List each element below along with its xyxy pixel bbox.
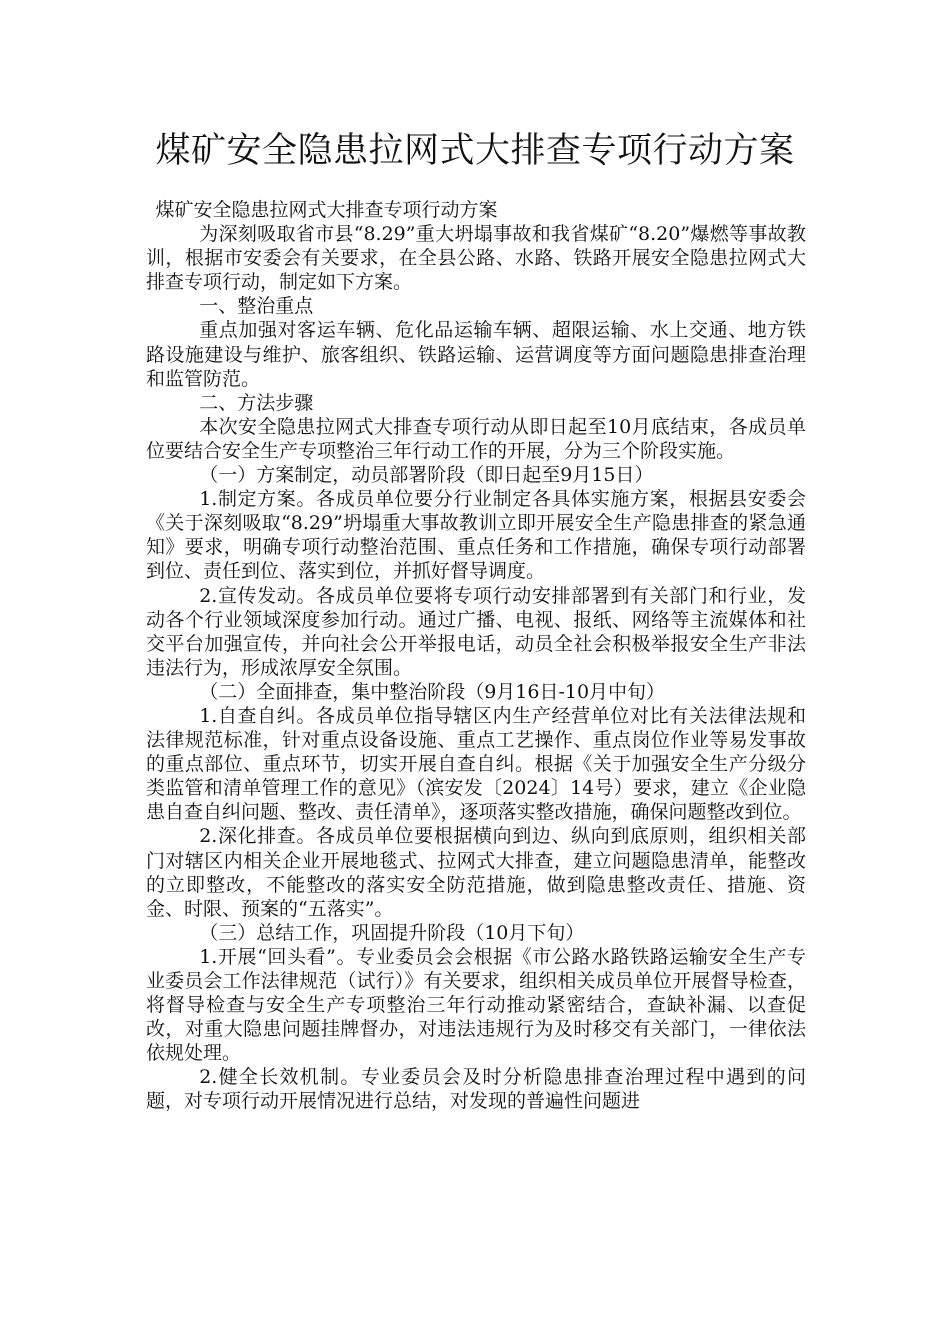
document-body — [146, 198, 806, 1114]
paragraph: 重点加强对客运车辆、危化品运输车辆、超限运输、水上交通、地方铁路设施建设与维护、旅客组织、铁路运输、运营调度等方面问题隐患排查治理和监管防范。 — [146, 319, 806, 390]
paragraph: 1.制定方案。各成员单位要分行业制定各具体实施方案，根据县安委会《关于深刻吸取“8.29”坍塌重大事故教训立即开展安全生产隐患排查的紧急通知》要求，明确专项行动整治范围、重点任务和工作措施，确保专项行动部署到位、责任到位、落实到位，并抓好督导调度。 — [146, 488, 806, 583]
subsection-heading: （一）方案制定，动员部署阶段（即日起至9月15日） — [199, 464, 654, 487]
section-heading-2: 二、方法步骤 — [199, 391, 314, 414]
paragraph: 本次安全隐患拉网式大排查专项行动从即日起至10月底结束，各成员单位要结合安全生产专项整治三年行动工作的开展，分为三个阶段实施。 — [146, 415, 806, 462]
subsection-heading: （二）全面排查，集中整治阶段（9月16日-10月中旬） — [199, 680, 666, 703]
paragraph: 2.宣传发动。各成员单位要将专项行动安排部署到有关部门和行业，发动各个行业领域深度参加行动。通过广播、电视、报纸、网络等主流媒体和社交平台加强宣传，并向社会公开举报电话，动员全社会积极举报安全生产非法违法行为，形成浓厚安全氛围。 — [146, 584, 806, 679]
subsection-heading: （三）总结工作，巩固提升阶段（10月下旬） — [199, 921, 585, 944]
document-title: 煤矿安全隐患拉网式大排查专项行动方案 — [155, 131, 795, 171]
intro-paragraph: 为深刻吸取省市县“8.29”重大坍塌事故和我省煤矿“8.20”爆燃等事故教训，根据市安委会有关要求，在全县公路、水路、铁路开展安全隐患拉网式大排查专项行动，制定如下方案。 — [146, 223, 806, 294]
section-heading-1: 一、整治重点 — [199, 295, 314, 318]
paragraph: 1.自查自纠。各成员单位指导辖区内生产经营单位对比有关法律法规和法律规范标准，针对重点设备设施、重点工艺操作、重点岗位作业等易发事故的重点部位、重点环节，切实开展自查自纠。根据《关于加强安全生产分级分类监管和清单管理工作的意见》（滨安发〔2024〕14号）要求，建立《企业隐患自查自纠问题、整改、责任清单》，逐项落实整改措施，确保问题整改到位。 — [146, 704, 806, 824]
body-heading: 煤矿安全隐患拉网式大排查专项行动方案 — [155, 199, 498, 221]
paragraph: 2.深化排查。各成员单位要根据横向到边、纵向到底原则，组织相关部门对辖区内相关企业开展地毯式、拉网式大排查，建立问题隐患清单，能整改的立即整改，不能整改的落实安全防范措施，做到隐患整改责任、措施、资金、时限、预案的“五落实”。 — [146, 825, 806, 920]
paragraph: 2.健全长效机制。专业委员会及时分析隐患排查治理过程中遇到的问题，对专项行动开展情况进行总结，对发现的普遍性问题进 — [146, 1066, 806, 1113]
paragraph: 1.开展“回头看”。专业委员会会根据《市公路水路铁路运输安全生产专业委员会工作法律规范（试行）》有关要求，组织相关成员单位开展督导检查，将督导检查与安全生产专项整治三年行动推动紧密结合，查缺补漏、以查促改，对重大隐患问题挂牌督办，对违法违规行为及时移交有关部门，一律依法依规处理。 — [146, 945, 806, 1065]
